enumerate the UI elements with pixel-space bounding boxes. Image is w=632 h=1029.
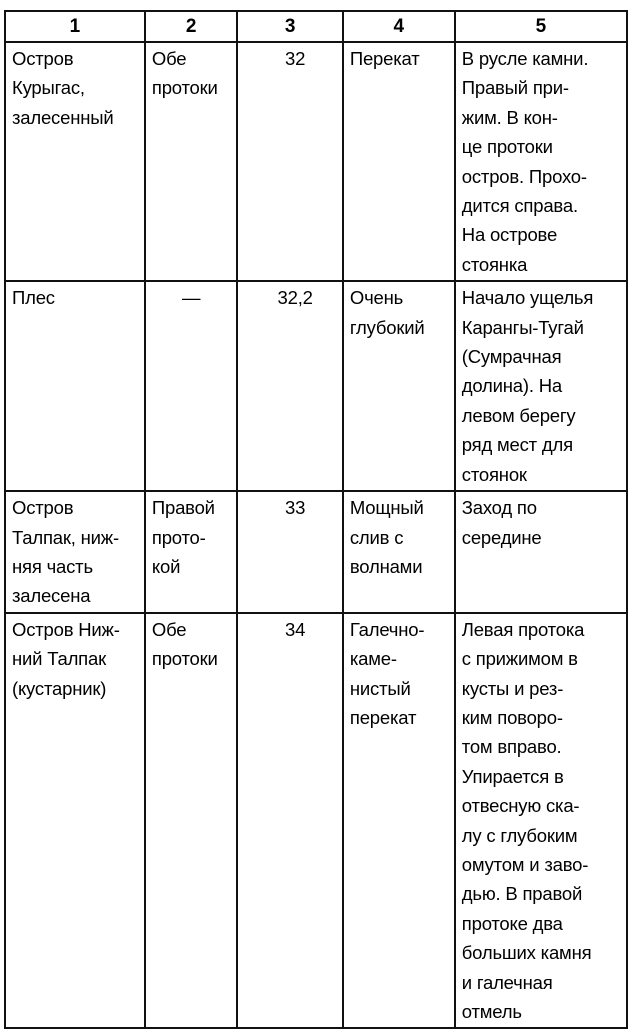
notes-cell: Заход по середине <box>455 491 627 613</box>
channel-cell: Правой прото- кой <box>145 491 238 613</box>
feature-cell: Галечно- каме- нистый перекат <box>343 613 455 1029</box>
table-row <box>5 281 627 491</box>
column-header-2: 2 <box>145 11 238 42</box>
table-row <box>5 42 627 281</box>
place-cell: Остров Талпак, ниж- няя часть залесена <box>5 491 145 613</box>
feature-cell: Перекат <box>343 42 455 281</box>
km-cell: 32 <box>237 42 342 281</box>
notes-cell: Начало ущелья Карангы-Тугай (Сумрачная долина). На левом берегу ряд мест для стоянок <box>455 281 627 491</box>
km-cell: 32,2 <box>237 281 342 491</box>
header-row <box>5 11 627 42</box>
column-header-4: 4 <box>343 11 455 42</box>
place-cell: Плес <box>5 281 145 491</box>
feature-cell: Очень глубокий <box>343 281 455 491</box>
channel-cell: — <box>145 281 238 491</box>
km-cell: 34 <box>237 613 342 1029</box>
km-cell: 33 <box>237 491 342 613</box>
column-header-3: 3 <box>237 11 342 42</box>
table-row <box>5 613 627 1029</box>
column-header-5: 5 <box>455 11 627 42</box>
notes-cell: Левая протока с прижимом в кусты и рез- ким поворо- том вправо. Упирается в отвесную ска- лу с глубоким омутом и заво- дью. В правой протоке два больших камня и галечная отмель <box>455 613 627 1029</box>
route-table <box>4 10 628 1029</box>
channel-cell: Обе протоки <box>145 42 238 281</box>
place-cell: Остров Курыгас, залесенный <box>5 42 145 281</box>
column-header-1: 1 <box>5 11 145 42</box>
table-row <box>5 491 627 613</box>
feature-cell: Мощный слив с волнами <box>343 491 455 613</box>
channel-cell: Обе протоки <box>145 613 238 1029</box>
notes-cell: В русле камни. Правый при- жим. В кон- це протоки остров. Прохо- дится справа. На острове стоянка <box>455 42 627 281</box>
place-cell: Остров Ниж- ний Талпак (кустарник) <box>5 613 145 1029</box>
